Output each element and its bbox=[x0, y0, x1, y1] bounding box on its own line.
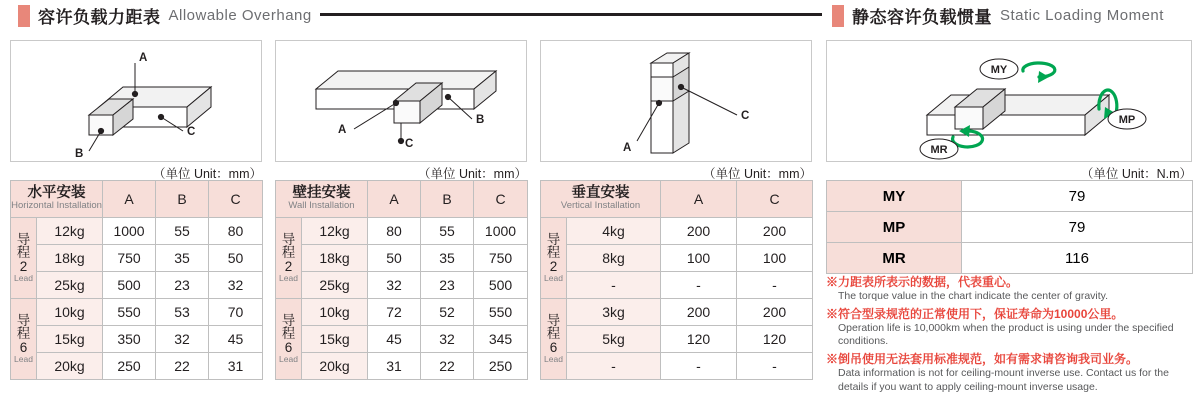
load-value: 10kg bbox=[302, 299, 368, 326]
load-value: 12kg bbox=[37, 218, 103, 245]
load-value: 4kg bbox=[567, 218, 661, 245]
label-a: A bbox=[623, 142, 632, 154]
header-install-en: Horizontal Installation bbox=[11, 200, 102, 212]
moment-value: 79 bbox=[962, 181, 1193, 212]
wall-drawing-svg bbox=[276, 41, 526, 161]
accent-bar-icon bbox=[18, 5, 30, 27]
label-mp: MP bbox=[1118, 114, 1136, 126]
table-row bbox=[276, 299, 528, 326]
load-value: 25kg bbox=[302, 272, 368, 299]
accent-bar-icon-2 bbox=[832, 5, 844, 27]
load-value: 18kg bbox=[37, 245, 103, 272]
lead-group-6 bbox=[11, 299, 37, 380]
cell-b: 32 bbox=[421, 326, 474, 353]
cell-a: - bbox=[661, 272, 737, 299]
table-row bbox=[11, 326, 263, 353]
cell-a: 31 bbox=[368, 353, 421, 380]
label-my: MY bbox=[990, 64, 1008, 76]
cell-c: 50 bbox=[209, 245, 263, 272]
moment-drawing-svg bbox=[827, 41, 1191, 161]
load-value: 25kg bbox=[37, 272, 103, 299]
lead-group-2 bbox=[276, 218, 302, 299]
table-header-row bbox=[541, 181, 813, 218]
load-value: 20kg bbox=[302, 353, 368, 380]
cell-c: 250 bbox=[474, 353, 528, 380]
lead-en: Lead bbox=[544, 354, 563, 365]
lead-group-2 bbox=[11, 218, 37, 299]
table-row bbox=[827, 212, 1193, 243]
cell-a: 200 bbox=[661, 218, 737, 245]
table-wall bbox=[275, 180, 528, 380]
load-value: - bbox=[567, 272, 661, 299]
cell-c: 45 bbox=[209, 326, 263, 353]
cell-a: 500 bbox=[103, 272, 156, 299]
cell-b: 23 bbox=[156, 272, 209, 299]
table-row bbox=[11, 353, 263, 380]
lead-en: Lead bbox=[279, 354, 298, 365]
cell-a: 200 bbox=[661, 299, 737, 326]
cell-a: - bbox=[661, 353, 737, 380]
cell-b: 22 bbox=[421, 353, 474, 380]
cell-a: 32 bbox=[368, 272, 421, 299]
table-row bbox=[11, 272, 263, 299]
moment-label: MP bbox=[827, 212, 962, 243]
lead-num: 6 bbox=[549, 339, 558, 355]
table-row bbox=[276, 245, 528, 272]
lead-en: Lead bbox=[14, 354, 33, 365]
notes-block bbox=[826, 272, 1196, 394]
lead-en: Lead bbox=[14, 273, 33, 284]
header-install-cn: 垂直安装 bbox=[571, 184, 630, 201]
header-install-cn: 水平安装 bbox=[27, 184, 86, 201]
section-title-cn-2: 静态容许负载惯量 bbox=[852, 8, 992, 27]
header-install-en: Wall Installation bbox=[288, 200, 355, 212]
load-value: 18kg bbox=[302, 245, 368, 272]
cell-c: 80 bbox=[209, 218, 263, 245]
cell-a: 250 bbox=[103, 353, 156, 380]
label-c: C bbox=[405, 138, 414, 150]
table-header-row bbox=[276, 181, 528, 218]
cell-a: 72 bbox=[368, 299, 421, 326]
lead-num: 6 bbox=[284, 339, 293, 355]
header-col-c: C bbox=[737, 181, 813, 218]
cell-b: 35 bbox=[156, 245, 209, 272]
lead-num: 2 bbox=[19, 258, 28, 274]
load-value: 10kg bbox=[37, 299, 103, 326]
section-title-cn: 容许负载力距表 bbox=[38, 8, 161, 27]
table-vertical bbox=[540, 180, 813, 380]
load-value: 20kg bbox=[37, 353, 103, 380]
table-row bbox=[541, 353, 813, 380]
header-install-type bbox=[11, 181, 103, 218]
table-row bbox=[11, 299, 263, 326]
cell-c: 70 bbox=[209, 299, 263, 326]
label-mr: MR bbox=[930, 144, 948, 156]
table-row bbox=[827, 243, 1193, 274]
cell-b: 52 bbox=[421, 299, 474, 326]
header-install-type bbox=[541, 181, 661, 218]
unit-label-wall: （单位 Unit：mm） bbox=[417, 167, 527, 181]
label-c: C bbox=[741, 110, 750, 122]
cell-a: 550 bbox=[103, 299, 156, 326]
load-value: - bbox=[567, 353, 661, 380]
note-2-en: Operation life is 10,000km when the product is using under the specified conditions. bbox=[838, 321, 1174, 348]
header-install-en: Vertical Installation bbox=[560, 200, 641, 212]
lead-group-6 bbox=[541, 299, 567, 380]
diagram-moment bbox=[826, 40, 1192, 162]
lead-cn: 导程 bbox=[16, 231, 31, 261]
cell-b: 22 bbox=[156, 353, 209, 380]
diagram-vertical bbox=[540, 40, 812, 162]
lead-cn: 导程 bbox=[546, 312, 561, 342]
note-2-cn: ※符合型录规范的正常使用下，保证寿命为10000公里。 bbox=[826, 306, 1124, 321]
header-install-cn: 壁挂安装 bbox=[292, 184, 351, 201]
load-value: 12kg bbox=[302, 218, 368, 245]
cell-b: 55 bbox=[421, 218, 474, 245]
unit-label-horizontal: （单位 Unit：mm） bbox=[152, 167, 262, 181]
horizontal-drawing-svg bbox=[11, 41, 261, 161]
diagram-wall bbox=[275, 40, 527, 162]
header-col-a: A bbox=[368, 181, 421, 218]
cell-b: 53 bbox=[156, 299, 209, 326]
table-row bbox=[11, 218, 263, 245]
note-3-cn: ※倒吊使用无法套用标准规范，如有需求请咨询我司业务。 bbox=[826, 351, 1139, 366]
header-col-c: C bbox=[209, 181, 263, 218]
header-install-type bbox=[276, 181, 368, 218]
note-1-en: The torque value in the chart indicate the center of gravity. bbox=[838, 290, 1109, 302]
cell-b: 32 bbox=[156, 326, 209, 353]
table-moment bbox=[826, 180, 1193, 274]
cell-c: 200 bbox=[737, 218, 813, 245]
cell-b: 55 bbox=[156, 218, 209, 245]
cell-c: 31 bbox=[209, 353, 263, 380]
label-a: A bbox=[139, 52, 148, 64]
lead-num: 6 bbox=[19, 339, 28, 355]
lead-num: 2 bbox=[549, 258, 558, 274]
section-title-en-2: Static Loading Moment bbox=[1000, 7, 1164, 24]
moment-value: 116 bbox=[962, 243, 1193, 274]
cell-c: - bbox=[737, 353, 813, 380]
header-col-b: B bbox=[156, 181, 209, 218]
table-row bbox=[276, 218, 528, 245]
table-row bbox=[276, 353, 528, 380]
header-col-b: B bbox=[421, 181, 474, 218]
header-col-a: A bbox=[661, 181, 737, 218]
cell-b: 35 bbox=[421, 245, 474, 272]
cell-c: 550 bbox=[474, 299, 528, 326]
header-rule-right bbox=[800, 13, 822, 16]
cell-c: 120 bbox=[737, 326, 813, 353]
table-row bbox=[541, 326, 813, 353]
table-row bbox=[541, 299, 813, 326]
lead-en: Lead bbox=[279, 273, 298, 284]
lead-num: 2 bbox=[284, 258, 293, 274]
lead-en: Lead bbox=[544, 273, 563, 284]
cell-b: 23 bbox=[421, 272, 474, 299]
label-c: C bbox=[187, 126, 196, 138]
cell-c: 200 bbox=[737, 299, 813, 326]
cell-a: 350 bbox=[103, 326, 156, 353]
load-value: 15kg bbox=[302, 326, 368, 353]
cell-c: 345 bbox=[474, 326, 528, 353]
lead-group-6 bbox=[276, 299, 302, 380]
cell-a: 1000 bbox=[103, 218, 156, 245]
table-row bbox=[276, 272, 528, 299]
table-row bbox=[827, 181, 1193, 212]
table-row bbox=[276, 326, 528, 353]
header-col-c: C bbox=[474, 181, 528, 218]
cell-c: 500 bbox=[474, 272, 528, 299]
lead-group-2 bbox=[541, 218, 567, 299]
section-header-overhang bbox=[18, 3, 312, 28]
note-1-cn: ※力距表所表示的数据，代表重心。 bbox=[826, 275, 1019, 289]
cell-c: 32 bbox=[209, 272, 263, 299]
lead-cn: 导程 bbox=[281, 312, 296, 342]
table-row bbox=[541, 218, 813, 245]
table-row bbox=[11, 245, 263, 272]
moment-label: MY bbox=[827, 181, 962, 212]
cell-c: 750 bbox=[474, 245, 528, 272]
label-a: A bbox=[338, 124, 347, 136]
cell-a: 50 bbox=[368, 245, 421, 272]
vertical-drawing-svg bbox=[541, 41, 811, 161]
load-value: 5kg bbox=[567, 326, 661, 353]
label-b: B bbox=[75, 148, 84, 160]
label-b: B bbox=[476, 114, 485, 126]
moment-label: MR bbox=[827, 243, 962, 274]
table-header-row bbox=[11, 181, 263, 218]
table-row bbox=[541, 245, 813, 272]
cell-a: 45 bbox=[368, 326, 421, 353]
load-value: 3kg bbox=[567, 299, 661, 326]
lead-cn: 导程 bbox=[281, 231, 296, 261]
section-title-en: Allowable Overhang bbox=[168, 7, 312, 24]
load-value: 8kg bbox=[567, 245, 661, 272]
table-horizontal bbox=[10, 180, 263, 380]
cell-a: 750 bbox=[103, 245, 156, 272]
cell-a: 100 bbox=[661, 245, 737, 272]
lead-cn: 导程 bbox=[16, 312, 31, 342]
section-header-moment bbox=[832, 3, 1164, 28]
unit-label-moment: （单位 Unit：N.m） bbox=[1080, 167, 1192, 181]
cell-c: 1000 bbox=[474, 218, 528, 245]
load-value: 15kg bbox=[37, 326, 103, 353]
cell-c: 100 bbox=[737, 245, 813, 272]
lead-cn: 导程 bbox=[546, 231, 561, 261]
diagram-horizontal bbox=[10, 40, 262, 162]
table-row bbox=[541, 272, 813, 299]
cell-a: 120 bbox=[661, 326, 737, 353]
cell-c: - bbox=[737, 272, 813, 299]
cell-a: 80 bbox=[368, 218, 421, 245]
header-col-a: A bbox=[103, 181, 156, 218]
note-3-en: Data information is not for ceiling-mount inverse use. Contact us for the details if you want to apply ceiling-mount inverse usage. bbox=[838, 366, 1169, 393]
moment-value: 79 bbox=[962, 212, 1193, 243]
unit-label-vertical: （单位 Unit：mm） bbox=[702, 167, 812, 181]
header-rule-left bbox=[320, 13, 800, 16]
